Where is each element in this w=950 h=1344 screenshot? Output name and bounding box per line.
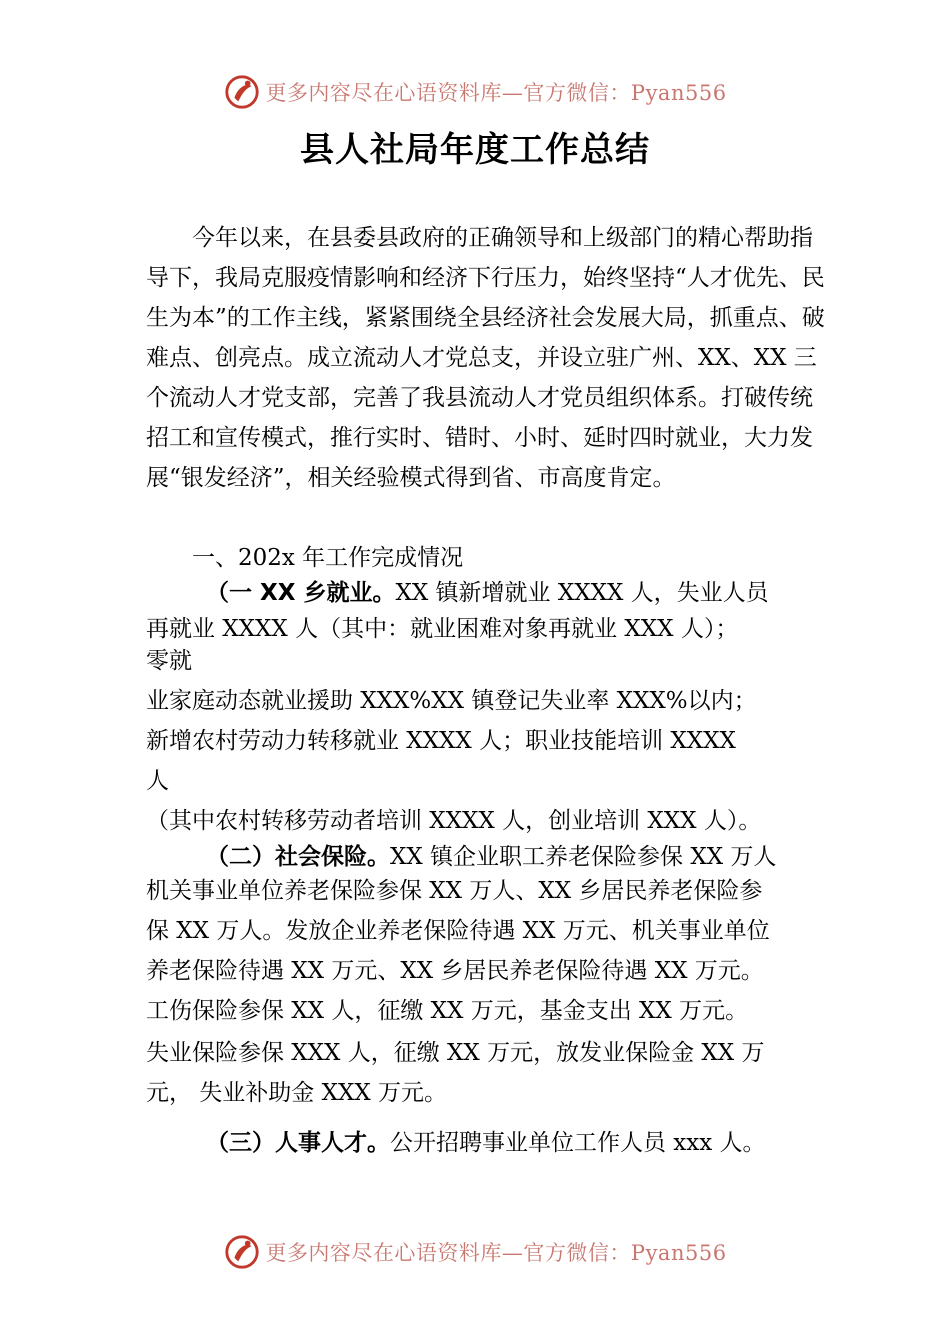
watermark-header [0, 70, 950, 114]
s1-line-5: 新增农村劳动力转移就业 XXXX 人；职业技能培训 XXXX [146, 728, 736, 754]
s1-line-1: （一 XX 乡就业。XX 镇新增就业 XXXX 人，失业人员 [206, 580, 769, 606]
watermark-footer [0, 1230, 950, 1274]
s2-line-1: （二）社会保险。XX 镇企业职工养老保险参保 XX 万人 [206, 844, 777, 870]
s3-heading: （三）人事人才。 [206, 1130, 390, 1156]
s2-heading: （二）社会保险。 [206, 844, 390, 870]
s1-line-4: 业家庭动态就业援助 XXX%XX 镇登记失业率 XXX%以内； [146, 688, 757, 714]
s1-line-2: 再就业 XXXX 人（其中：就业困难对象再就业 XXX 人）； [146, 616, 739, 642]
watermark-text: 更多内容尽在心语资料库—官方微信：Pyan556 [265, 81, 727, 105]
s1-line-6: 人 [146, 768, 169, 794]
s2-line-5: 工伤保险参保 XX 人，征缴 XX 万元，基金支出 XX 万元。 [146, 998, 749, 1024]
s1-line-7: （其中农村转移劳动者培训 XXXX 人，创业培训 XXX 人）。 [146, 808, 762, 834]
watermark-text: 更多内容尽在心语资料库—官方微信：Pyan556 [265, 1241, 727, 1265]
s2-line-4: 养老保险待遇 XX 万元、XX 乡居民养老保险待遇 XX 万元。 [146, 958, 764, 984]
red-seal-logo-icon [223, 73, 261, 111]
section-heading: 一、202x 年工作完成情况 [192, 545, 464, 571]
s1-line-3: 零就 [146, 648, 192, 674]
s2-line-7: 元， 失业补助金 XXX 万元。 [146, 1080, 448, 1106]
s2-line-2: 机关事业单位养老保险参保 XX 万人、XX 乡居民养老保险参 [146, 878, 763, 904]
intro-paragraph: 今年以来，在县委县政府的正确领导和上级部门的精心帮助指导下，我局克服疫情影响和经济下行压力，始终坚持“人才优先、民生为本”的工作主线，紧紧围绕全县经济社会发展大局，抓重点、破难点、创亮点。成立流动人才党总支，并设立驻广州、XX、XX 三个流动人才党支部，完善了我县流动人才党员组织体系。打破传统招工和宣传模式，推行实时、错时、小时、延时四时就业，大力发展“银发经济”，相关经验模式得到省、市高度肯定。 [146, 225, 825, 491]
s1-heading: （一 XX 乡就业。 [206, 580, 396, 606]
s2-line-6: 失业保险参保 XXX 人，征缴 XX 万元，放发业保险金 XX 万 [146, 1040, 765, 1066]
document-title: 县人社局年度工作总结 [300, 130, 650, 170]
s3-line-1: （三）人事人才。公开招聘事业单位工作人员 xxx 人。 [206, 1130, 766, 1156]
s2-line-3: 保 XX 万人。发放企业养老保险待遇 XX 万元、机关事业单位 [146, 918, 770, 944]
red-seal-logo-icon [223, 1233, 261, 1271]
